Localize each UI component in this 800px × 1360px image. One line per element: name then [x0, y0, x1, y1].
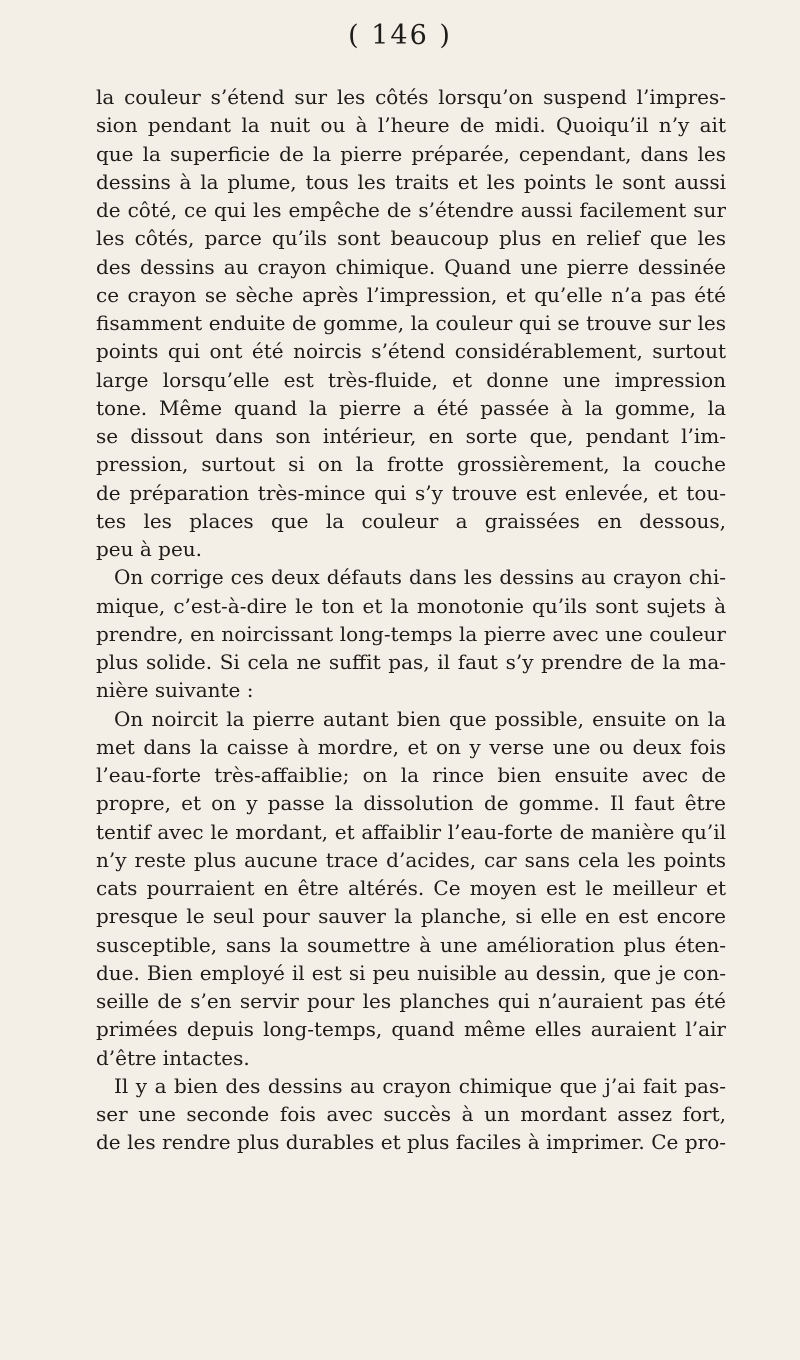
text-line: tentif avec le mordant, et affaiblir l’eau-forte de manière qu’il — [96, 819, 726, 844]
text-line: fisamment enduite de gomme, la couleur qui se trouve sur les — [96, 311, 726, 335]
text-line: dessins à la plume, tous les traits et les points le sont aussi — [96, 169, 726, 194]
text-line: pression, surtout si on la frotte grossièrement, la couche — [96, 452, 726, 477]
text-line: ser une seconde fois avec succès à un mordant assez fort, — [96, 1102, 726, 1126]
text-line: Il y a bien des dessins au crayon chimique que j’ai fait pas- — [114, 1073, 726, 1098]
text-line: de les rendre plus durables et plus faciles à imprimer. Ce pro- — [96, 1130, 726, 1155]
text-line: les côtés, parce qu’ils sont beaucoup plus en relief que les — [96, 226, 726, 251]
text-line: due. Bien employé il est si peu nuisible au dessin, que je con- — [96, 960, 726, 985]
text-line: primées depuis long-temps, quand même elles auraient l’air — [96, 1017, 726, 1042]
text-line: points qui ont été noircis s’étend considérablement, surtout — [96, 339, 726, 364]
text-line: mique, c’est-à-dire le ton et la monotonie qu’ils sont sujets à — [96, 593, 726, 618]
text-line: seille de s’en servir pour les planches qui n’auraient pas été — [96, 989, 726, 1013]
text-line: nière suivante : — [96, 678, 254, 703]
text-line: propre, et on y passe la dissolution de gomme. Il faut être — [96, 791, 726, 816]
text-line: sion pendant la nuit ou à l’heure de midi. Quoiqu’il n’y ait — [96, 113, 726, 138]
text-line: de préparation très-mince qui s’y trouve est enlevée, et tou- — [96, 480, 726, 505]
page-number: ( 146 ) — [348, 20, 452, 51]
text-line: d’être intactes. — [96, 1045, 250, 1070]
text-line: On noircit la pierre autant bien que possible, ensuite on la — [114, 706, 726, 731]
body-text — [96, 83, 726, 1157]
text-line: que la superficie de la pierre préparée, cependant, dans les — [96, 141, 726, 166]
text-line: la couleur s’étend sur les côtés lorsqu’on suspend l’impres- — [96, 85, 726, 109]
text-line: cats pourraient en être altérés. Ce moyen est le meilleur et — [96, 876, 726, 900]
text-line: tone. Même quand la pierre a été passée à la gomme, la — [96, 395, 726, 420]
text-line: ce crayon se sèche après l’impression, et qu’elle n’a pas été — [96, 282, 726, 307]
text-line: l’eau-forte très-affaiblie; on la rince bien ensuite avec de — [96, 763, 726, 787]
text-line: prendre, en noircissant long-temps la pierre avec une couleur — [96, 621, 726, 646]
text-line: large lorsqu’elle est très-fluide, et donne une impression — [96, 367, 726, 392]
text-line: peu à peu. — [96, 537, 203, 561]
text-line: se dissout dans son intérieur, en sorte que, pendant l’im- — [96, 424, 726, 448]
text-line: des dessins au crayon chimique. Quand une pierre dessinée — [96, 254, 726, 279]
text-line: presque le seul pour sauver la planche, si elle en est encore — [96, 904, 726, 929]
text-line: plus solide. Si cela ne suffit pas, il faut s’y prendre de la ma- — [96, 650, 726, 674]
text-line: tes les places que la couleur a graissées en dessous, — [96, 508, 726, 533]
text-line: de côté, ce qui les empêche de s’étendre aussi facilement sur — [96, 198, 726, 222]
text-line: n’y reste plus aucune trace d’acides, car sans cela les points — [96, 847, 726, 872]
text-line: met dans la caisse à mordre, et on y verse une ou deux fois — [96, 734, 726, 759]
text-line: On corrige ces deux défauts dans les dessins au crayon chi- — [114, 565, 726, 590]
text-line: susceptible, sans la soumettre à une amélioration plus éten- — [96, 932, 726, 957]
